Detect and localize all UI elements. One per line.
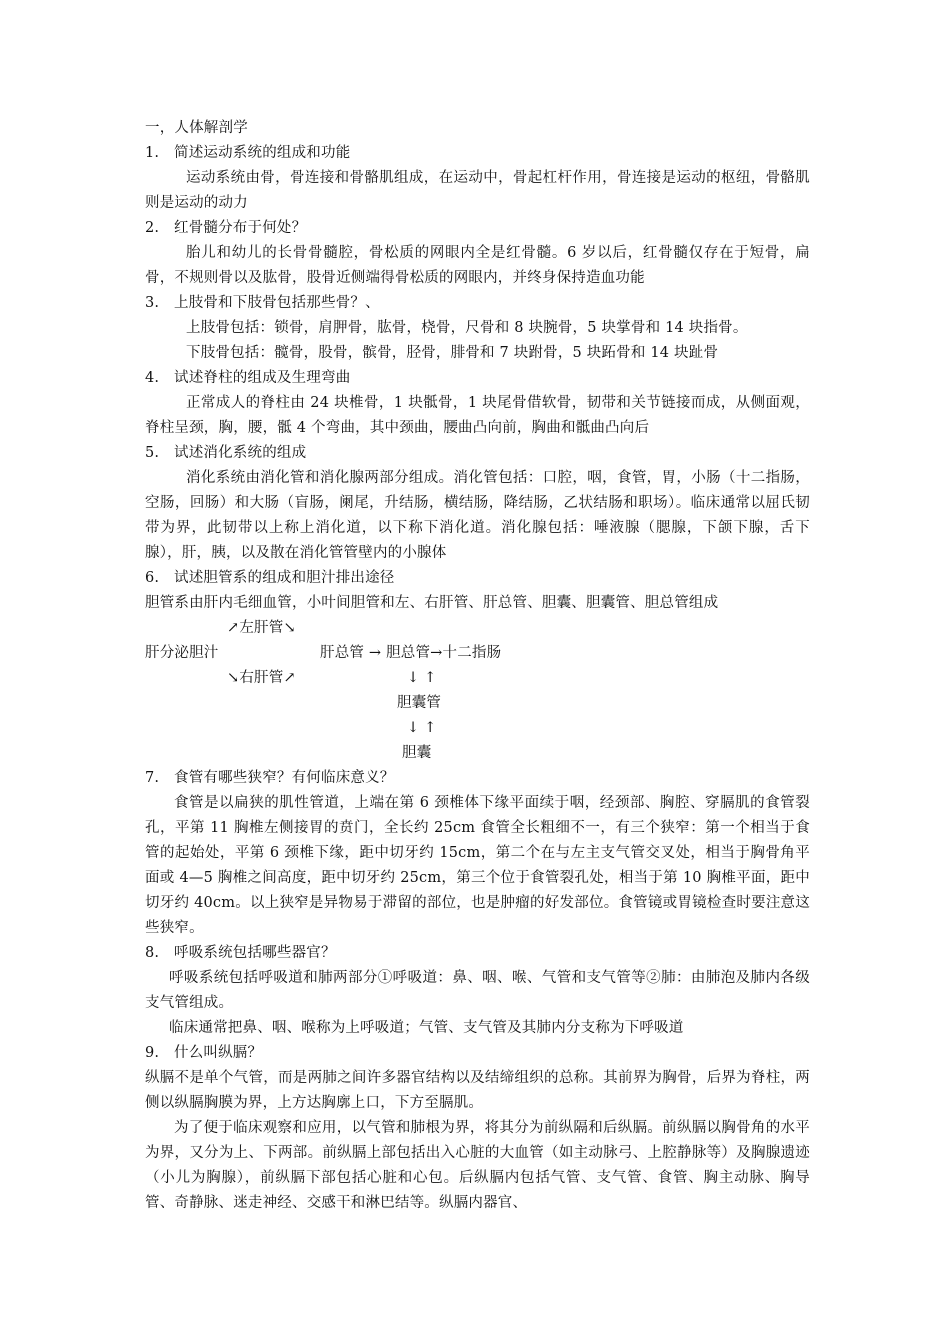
answer-9-division: 为了便于临床观察和应用，以气管和肺根为界，将其分为前纵隔和后纵膈。前纵膈以胸骨角的水平为界，又分为上、下两部。前纵膈上部包括出入心脏的大血管（如主动脉弓、上腔静脉等）及胸腺遗迹（小儿为胸腺），前纵膈下部包括心脏和心包。后纵膈内包括气管、支气管、食管、胸主动脉、胸导管、奇静脉、迷走神经、交感干和淋巴结等。纵膈内器官、 bbox=[145, 1120, 810, 1211]
flow-arrows-up-down: ↓ ↑ bbox=[407, 720, 437, 736]
flow-main-path: 肝总管 → 胆总管→十二指肠 bbox=[320, 645, 502, 661]
flow-gallbladder: 胆囊 bbox=[402, 745, 432, 761]
question-title: 什么叫纵膈？ bbox=[174, 1045, 263, 1061]
question-7 bbox=[145, 766, 810, 791]
answer-7: 食管是以扁狭的肌性管道，上端在第 6 颈椎体下缘平面续于咽，经颈部、胸腔、穿膈肌的食管裂孔，平第 11 胸椎左侧接胃的贲门，全长约 25cm 食管全长粗细不一，有三个狭窄：第一个相当于食管的起始处，平第 6 颈椎下缘，距中切牙约 15cm，第二个在与左主支气管交叉处，相当于胸骨角平面或 4—5 胸椎之间高度，距中切牙约 25cm，第三个位于食管裂孔处，相当于第 10 胸椎平面，距中切牙约 40cm。以上狭窄是异物易于滞留的部位，也是肿瘤的好发部位。食管镜或胃镜检查时要注意这些狭窄。 bbox=[145, 795, 810, 936]
question-8 bbox=[145, 941, 810, 966]
question-title: 简述运动系统的组成和功能 bbox=[174, 145, 351, 161]
question-number: 6. bbox=[145, 570, 160, 586]
section-title: 一，人体解剖学 bbox=[145, 120, 248, 136]
question-3 bbox=[145, 291, 810, 316]
question-6 bbox=[145, 566, 810, 591]
question-1 bbox=[145, 141, 810, 166]
question-2 bbox=[145, 216, 810, 241]
answer-8-clinical: 临床通常把鼻、咽、喉称为上呼吸道；气管、支气管及其肺内分支称为下呼吸道 bbox=[169, 1020, 684, 1036]
question-number: 8. bbox=[145, 945, 160, 961]
question-number: 5. bbox=[145, 445, 160, 461]
answer-5: 消化系统由消化管和消化腺两部分组成。消化管包括：口腔，咽，食管，胃，小肠（十二指肠，空肠，回肠）和大肠（盲肠，阑尾，升结肠，横结肠，降结肠，乙状结肠和职场）。临床通常以屈氏韧带为界，此韧带以上称上消化道，以下称下消化道。消化腺包括：唾液腺（腮腺，下颌下腺，舌下腺），肝，胰，以及散在消化管管壁内的小腺体 bbox=[145, 470, 810, 561]
answer-6: 胆管系由肝内毛细血管，小叶间胆管和左、右肝管、肝总管、胆囊、胆囊管、胆总管组成 bbox=[145, 595, 719, 611]
question-number: 7. bbox=[145, 770, 160, 786]
answer-3-upper-limb: 上肢骨包括：锁骨，肩胛骨，肱骨，桡骨，尺骨和 8 块腕骨，5 块掌骨和 14 块指骨。 bbox=[186, 320, 748, 336]
bile-flow-diagram bbox=[145, 616, 810, 741]
question-title: 食管有哪些狭窄？有何临床意义？ bbox=[174, 770, 395, 786]
flow-cystic-duct: 胆囊管 bbox=[397, 695, 442, 711]
flow-arrows-up-down: ↓ ↑ bbox=[407, 670, 437, 686]
answer-3-lower-limb: 下肢骨包括：髋骨，股骨，髌骨，胫骨，腓骨和 7 块跗骨，5 块跖骨和 14 块趾骨 bbox=[186, 345, 719, 361]
question-title: 呼吸系统包括哪些器官？ bbox=[174, 945, 336, 961]
question-number: 4. bbox=[145, 370, 160, 386]
flow-gallbladder-row bbox=[145, 741, 810, 766]
question-title: 上肢骨和下肢骨包括那些骨？、 bbox=[174, 295, 380, 311]
answer-2: 胎儿和幼儿的长骨骨髓腔，骨松质的网眼内全是红骨髓。6 岁以后，红骨髓仅存在于短骨，扁骨，不规则骨以及肱骨，股骨近侧端得骨松质的网眼内，并终身保持造血功能 bbox=[145, 245, 810, 286]
question-title: 红骨髓分布于何处？ bbox=[174, 220, 307, 236]
question-number: 2. bbox=[145, 220, 160, 236]
answer-8-composition: 呼吸系统包括呼吸道和肺两部分①呼吸道：鼻、咽、喉、气管和支气管等②肺：由肺泡及肺内各级支气管组成。 bbox=[145, 970, 810, 1011]
answer-9-definition: 纵膈不是单个气管，而是两肺之间许多器官结构以及结缔组织的总称。其前界为胸骨，后界为脊柱，两侧以纵膈胸膜为界，上方达胸廓上口，下方至膈肌。 bbox=[145, 1070, 810, 1111]
question-number: 9. bbox=[145, 1045, 160, 1061]
question-title: 试述脊柱的组成及生理弯曲 bbox=[174, 370, 351, 386]
question-5 bbox=[145, 441, 810, 466]
answer-4: 正常成人的脊柱由 24 块椎骨，1 块骶骨，1 块尾骨借软骨，韧带和关节链接而成，从侧面观，脊柱呈颈，胸，腰，骶 4 个弯曲，其中颈曲，腰曲凸向前，胸曲和骶曲凸向后 bbox=[145, 395, 810, 436]
question-number: 1. bbox=[145, 145, 160, 161]
document-body bbox=[145, 116, 810, 1216]
question-title: 试述胆管系的组成和胆汁排出途径 bbox=[174, 570, 395, 586]
question-title: 试述消化系统的组成 bbox=[174, 445, 307, 461]
answer-1: 运动系统由骨，骨连接和骨骼肌组成，在运动中，骨起杠杆作用，骨连接是运动的枢纽，骨骼肌则是运动的动力 bbox=[145, 170, 810, 211]
question-9 bbox=[145, 1041, 810, 1066]
flow-right-hepatic-duct: ↘右肝管↗ bbox=[227, 670, 296, 686]
flow-source: 肝分泌胆汁 bbox=[145, 645, 219, 661]
question-4 bbox=[145, 366, 810, 391]
question-number: 3. bbox=[145, 295, 160, 311]
flow-left-hepatic-duct: ↗左肝管↘ bbox=[227, 620, 296, 636]
